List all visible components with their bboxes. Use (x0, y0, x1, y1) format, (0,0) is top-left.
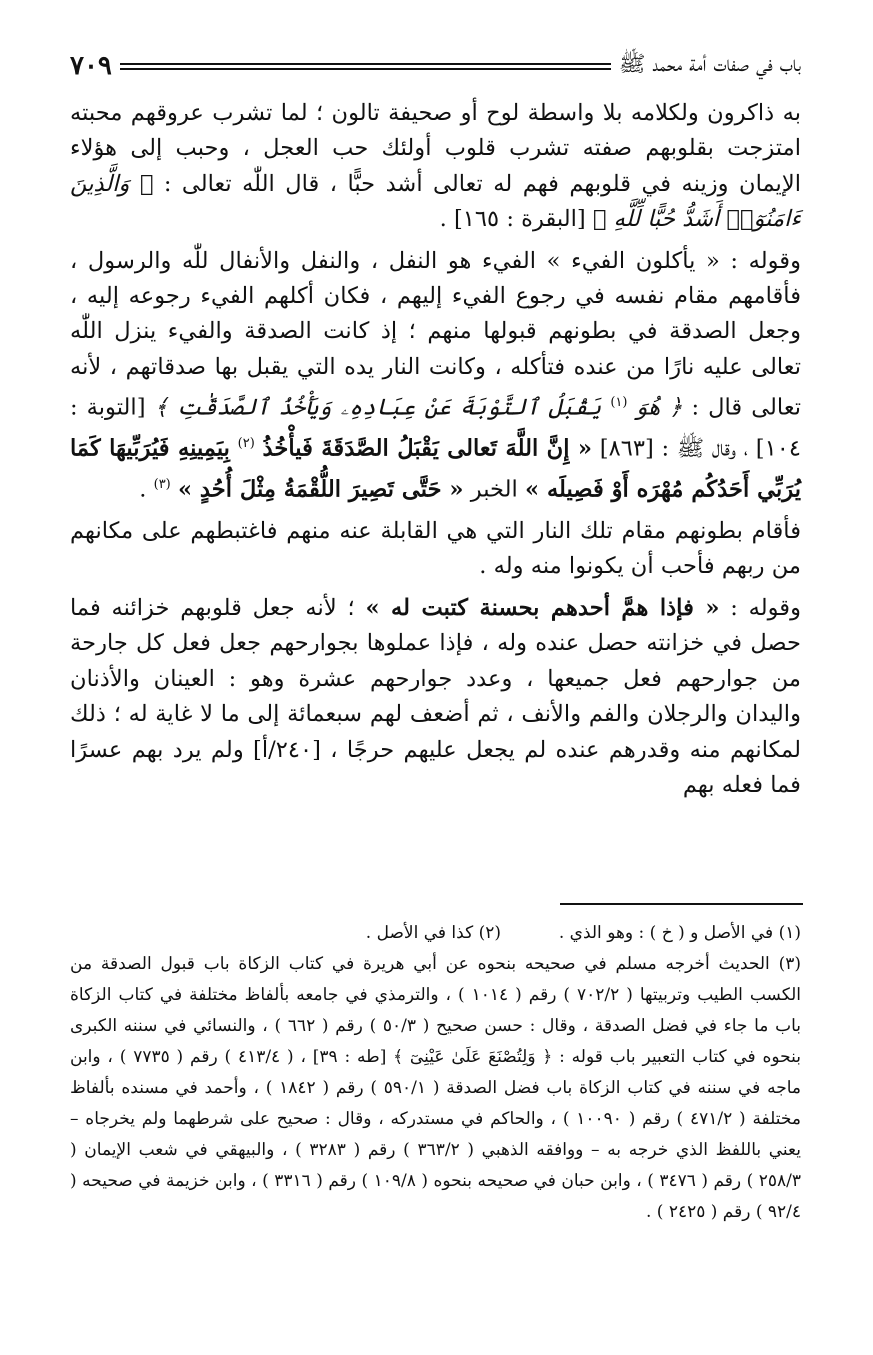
paragraph-2 (70, 244, 801, 508)
paragraph-4-intro: وقوله : (730, 594, 801, 621)
page-number: ٧٠٩ (70, 51, 112, 81)
paragraph-4 (70, 591, 801, 803)
quran-verse-baqara: ﴿ وَالَّذِينَ ءَامَنُوٓا۟ أَشَدُّ حُبًّا لِّلَّهِ ﴾ (70, 170, 801, 233)
paragraph-3: فأقام بطونهم مقام تلك النار التي هي القابلة عنه منهم فاغتبطهم على مكانهم من ربهم فأحب أن يكونوا منه وله . (70, 518, 801, 580)
footnotes (70, 918, 801, 1228)
page-header (70, 46, 801, 86)
footnote-1: (١) في الأصل و ( خ ) : وهو الذي . (558, 923, 801, 943)
hadith-connector: الخبر (470, 476, 518, 503)
paragraph-2-intro: وقوله : « يأكلون الفيء » الفيء هو النفل ، والنفل والأنفال للّٰه والرسول ، فأقامهم مقام نفسه في رجوع الفيء إليهم ، فكان أكلهم الفيء رجوعه إليه ، وجعل الصدقة في بطونهم قبولها منهم ؛ إذ كانت الصدقة والفيء ينزل اللّٰه تعالى عليه نارًا من عنده فتأكله ، وكانت النار يده التي يقبل بها صدقاتهم ، لأنه تعالى قال : (70, 247, 802, 421)
footnotes-row-1-2 (70, 918, 801, 949)
footnote-marker-3: (٣) (153, 477, 171, 493)
hadith-text-start: « إِنَّ اللَّهَ تَعالى يَقْبَلُ الصَّدَقَةَ فَيأْخُذُ (262, 435, 593, 462)
verse-reference-tawba: [التوبة : ١٠٤] ، وقال ﷺ : [٨٦٣] (70, 394, 802, 462)
paragraph-2-end: . (139, 476, 147, 503)
verse-reference-baqara: [البقرة : ١٦٥] . (439, 206, 586, 233)
hadith-quote-hasana: « فإذا همَّ أحدهم بحسنة كتبت له » (365, 594, 720, 621)
header-double-rule (120, 63, 611, 70)
footnote-2: (٢) كذا في الأصل . (365, 923, 501, 943)
paragraph-1 (70, 96, 801, 238)
hadith-text-end: « حَتَّى تَصِيرَ اللُّقْمَةُ مِثْلَ أُحُدٍ » (177, 476, 464, 503)
quran-verse-tawba-start: ﴿ هُوَ (636, 394, 683, 421)
header-rule-top (120, 63, 611, 65)
quran-verse-tawba-end: يَقْبَلُ ٱلتَّوْبَةَ عَنْ عِبَادِهِۦ وَيَأْخُذُ ٱلصَّدَقَٰتِ ﴾ (154, 394, 602, 421)
hadith-text-middle: بِيَمِينِهِ فَيُرَبِّيهَا كَمَا يُرَبِّي أَحَدُكُم مُهْرَه أَوْ فَصِيلَه » (70, 435, 801, 503)
footnote-marker-1: (١) (610, 395, 628, 411)
running-head: باب في صفات أمة محمد ﷺ (618, 52, 801, 77)
header-rule-bottom (120, 68, 611, 70)
paragraph-4-text: ؛ لأنه جعل قلوبهم خزائنه فما حصل في خزانته حصل عنده وله ، فإذا عملوها بجوارحهم جعل فعل كل جارحة من جوارحهم فعل جميعها ، وعدد جوارحهم عشرة وهو : العينان والأذنان واليدان والرجلان والفم والأنف ، ثم أضعف لهم سبعمائة إلى ما لا غاية له ؛ ذلك لمكانهم منه وقدرهم عنده لم يجعل عليهم حرجًا ، [٢٤٠/أ] ولم يرد بهم عسرًا فما فعله بهم (70, 594, 801, 798)
footnote-marker-2: (٢) (237, 436, 255, 452)
paragraph-1-text: به ذاكرون ولكلامه بلا واسطة لوح أو صحيفة تالون ؛ لما تشرب عروقهم محبته امتزجت بقلوبهم صفته تشرب قلوب أولئك حب العجل ، وحبب إلى هؤلاء الإيمان وزينه في قلوبهم فهم له تعالى أشد حبًّا ، قال اللّٰه تعالى : (70, 100, 801, 197)
footnote-3: (٣) الحديث أخرجه مسلم في صحيحه بنحوه عن أبي هريرة في كتاب الزكاة باب قبول الصدقة من الكسب الطيب وتربيتها ( ٧٠٢/٢ ) رقم ( ١٠١٤ ) ، والترمذي في جامعه بألفاظ مختلفة في كتاب الزكاة باب ما جاء في فضل الصدقة ، وقال : حسن صحيح ( ٥٠/٣ ) رقم ( ٦٦٢ ) ، والنسائي في سننه الكبرى بنحوه في كتاب التعبير باب قوله : ﴿ وَلِتُصْنَعَ عَلَىٰ عَيْنِىٓ ﴾ [طه : ٣٩] ، ( ٤١٣/٤ ) رقم ( ٧٧٣٥ ) ، وابن ماجه في سننه في كتاب الزكاة باب فضل الصدقة ( ٥٩٠/١ ) رقم ( ١٨٤٢ ) ، وأحمد في مسنده بألفاظ مختلفة ( ٤٧١/٢ ) رقم ( ١٠٠٩٠ ) ، والحاكم في مستدركه ، وقال : صحيح على شرطهما ولم يخرجاه – يعني باللفظ الذي خرجه به – ووافقه الذهبي ( ٣٦٣/٢ ) رقم ( ٣٢٨٣ ) ، والبيهقي في شعب الإيمان ( ٢٥٨/٣ ) رقم ( ٣٤٧٦ ) ، وابن حبان في صحيحه بنحوه ( ١٠٩/٨ ) رقم ( ٣٣١٦ ) ، وابن خزيمة في صحيحه ( ٩٢/٤ ) رقم ( ٢٤٢٥ ) . (70, 954, 802, 1222)
main-text (70, 96, 801, 803)
footnote-separator (560, 903, 803, 905)
